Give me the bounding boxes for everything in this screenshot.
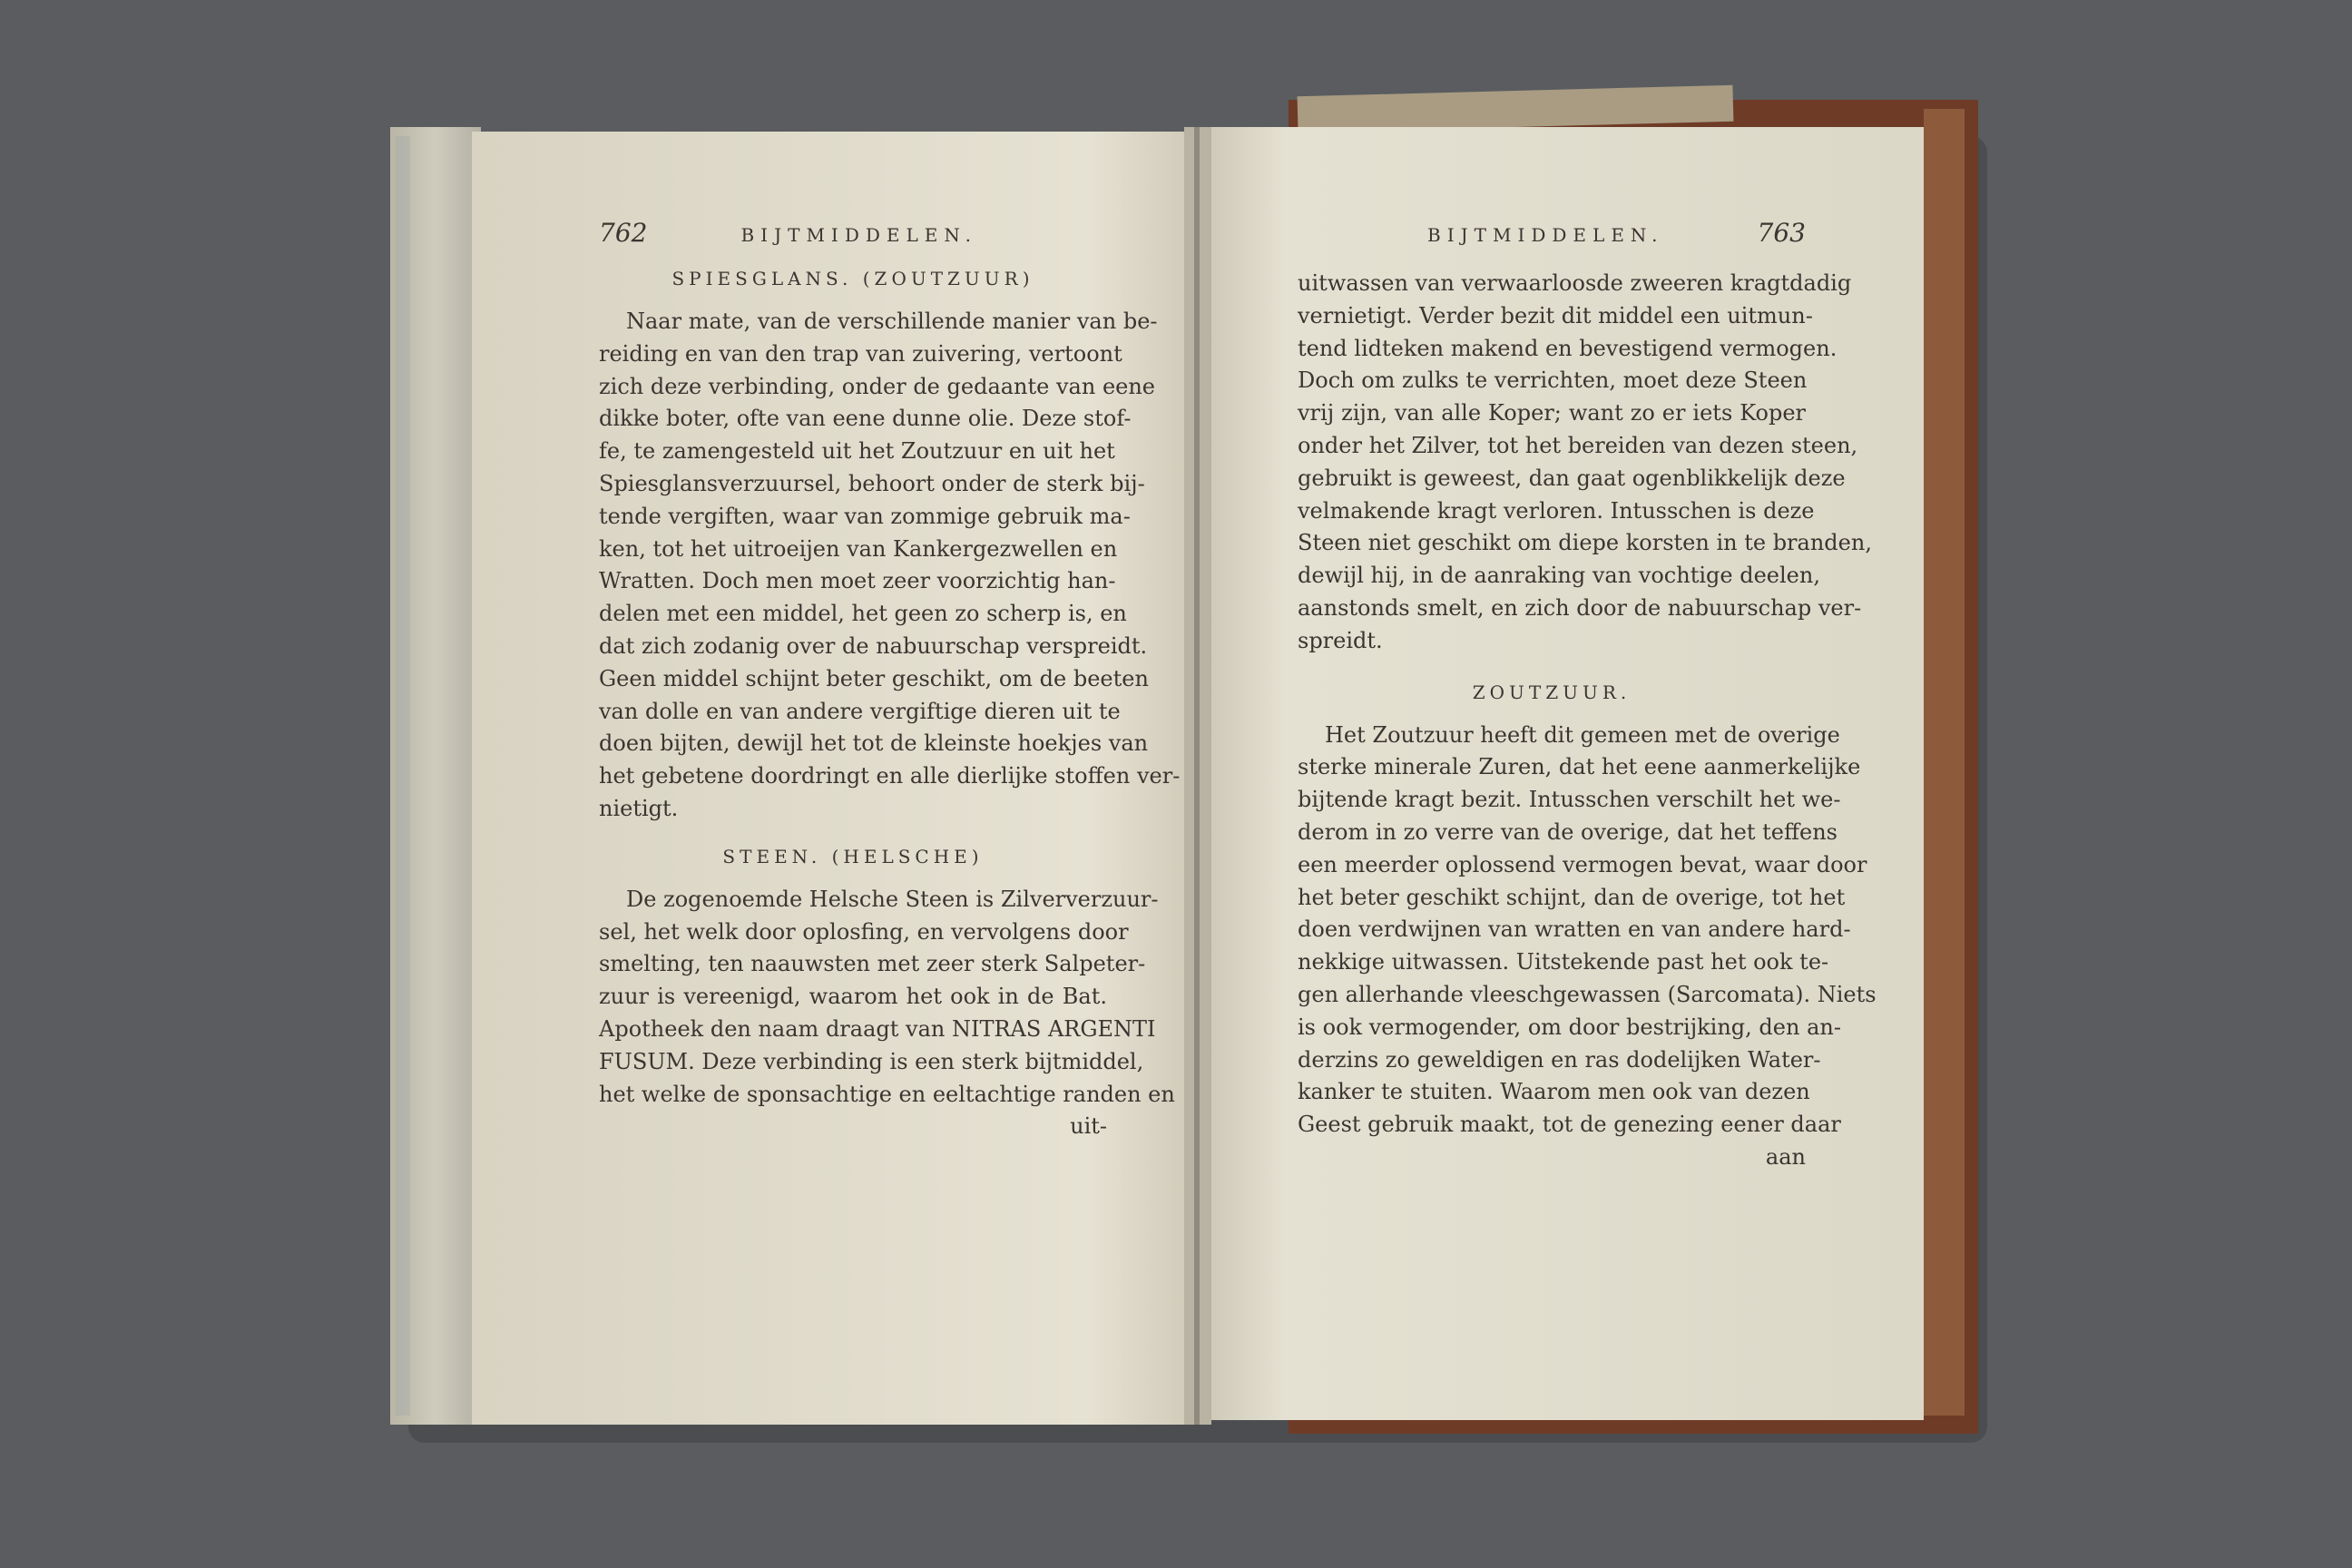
text-line: uitwassen van verwaarloosde zweeren kragtdadig [1298, 270, 1852, 296]
text-line: tend lidteken makend en bevestigend vermogen. [1298, 335, 1838, 361]
text-line: gen allerhande vleeschgewassen (Sarcomata). Niets [1298, 981, 1877, 1007]
text-line: sterke minerale Zuren, dat het eene aanmerkelijke [1298, 754, 1861, 780]
text-line: een meerder oplossend vermogen bevat, waar door [1298, 851, 1867, 877]
text-line: is ook vermogender, om door bestrijking, den an- [1298, 1014, 1841, 1040]
text-line: Geen middel schijnt beter geschikt, om de beeten [599, 665, 1149, 691]
text-line: spreidt. [1298, 627, 1383, 653]
right-running-head [1298, 218, 1806, 248]
paragraph-zoutzuur [1298, 720, 1877, 1174]
right-page-number: 763 [1757, 218, 1806, 248]
text-line: doen bijten, dewijl het tot de kleinste hoekjes van [599, 730, 1149, 757]
text-line: aanstonds smelt, en zich door de nabuurschap ver- [1298, 594, 1862, 621]
text-line: Steen niet geschikt om diepe korsten in te branden, [1298, 530, 1872, 556]
text-line: derom in zo verre van de overige, dat het teffens [1298, 818, 1838, 845]
heading-steen: STEEN. (HELSCHE) [722, 845, 984, 867]
text-line: doen verdwijnen van wratten en van andere hard- [1298, 916, 1851, 943]
text-line: vernietigt. Verder bezit dit middel een uitmun- [1298, 302, 1813, 328]
heading-spiesglans: SPIESGLANS. (ZOUTZUUR) [671, 268, 1034, 289]
text-line: FUSUM. Deze verbinding is een sterk bijtmiddel, [599, 1048, 1144, 1074]
text-line: fe, te zamengesteld uit het Zoutzuur en uit het [599, 438, 1115, 465]
text-line: onder het Zilver, tot het bereiden van dezen steen, [1298, 432, 1858, 458]
text-line: dewijl hij, in de aanraking van vochtige deelen, [1298, 563, 1820, 589]
text-line: Apotheek den naam draagt van NITRAS ARGENTI [599, 1015, 1156, 1042]
text-line: nietigt. [599, 795, 679, 821]
text-line: Wratten. Doch men moet zeer voorzichtig han- [599, 568, 1116, 594]
text-line: Het Zoutzuur heeft dit gemeen met de overige [1325, 721, 1840, 748]
paragraph-spiesglans [599, 306, 1181, 826]
text-line: zich deze verbinding, onder de gedaante van eene [599, 373, 1156, 399]
text-line: sel, het welk door oplosfing, en vervolgens door [599, 918, 1129, 945]
text-line: het beter geschikt schijnt, dan de overige, tot het [1298, 884, 1846, 910]
text-line: het gebetene doordringt en alle dierlijke stoffen ver- [599, 763, 1181, 789]
text-line: dat zich zodanig over de nabuurschap verspreidt. [599, 632, 1148, 659]
text-line: kanker te stuiten. Waarom men ook van dezen [1298, 1079, 1810, 1105]
text-line: dikke boter, ofte van eene dunne olie. Deze stof- [599, 406, 1132, 432]
right-running-title: BIJTMIDDELEN. [1427, 224, 1664, 246]
text-line: ken, tot het uitroeijen van Kankergezwellen en [599, 535, 1118, 562]
text-line: velmakende kragt verloren. Intusschen is deze [1298, 497, 1815, 524]
heading-zoutzuur: ZOUTZUUR. [1472, 681, 1632, 703]
text-line: delen met een middel, het geen zo scherp is, en [599, 601, 1127, 627]
text-line: gebruikt is geweest, dan gaat ogenblikkelijk deze [1298, 465, 1846, 491]
catchword: aan [1765, 1143, 1806, 1170]
text-line: vrij zijn, van alle Koper; want zo er iets Koper [1298, 400, 1806, 426]
text-line: Spiesglansverzuursel, behoort onder de sterk bij- [599, 470, 1145, 496]
text-line: smelting, ten naauwsten met zeer sterk Salpeter- [599, 951, 1146, 977]
text-line: reiding en van den trap van zuivering, vertoont [599, 340, 1122, 367]
text-line: tende vergiften, waar van zommige gebruik ma- [599, 503, 1131, 529]
paragraph-continuation [1298, 268, 1872, 658]
left-page-text [599, 218, 1181, 1143]
text-line: Geest gebruik maakt, tot de genezing eener daar [1298, 1112, 1841, 1138]
text-line: nekkige uitwassen. Uitstekende past het ook te- [1298, 949, 1829, 975]
text-line: Doch om zulks te verrichten, moet deze Steen [1298, 368, 1808, 394]
text-line: De zogenoemde Helsche Steen is Zilververzuur- [626, 886, 1159, 912]
text-line: zuur is vereenigd, waarom het ook in de Bat. [599, 984, 1107, 1010]
left-page-number: 762 [599, 218, 648, 248]
left-running-head [599, 218, 1107, 248]
text-line: bijtende kragt bezit. Intusschen verschilt het we- [1298, 787, 1841, 813]
catchword: uit- [1070, 1113, 1107, 1140]
text-line: Naar mate, van de verschillende manier van be- [626, 309, 1158, 334]
left-running-title: BIJTMIDDELEN. [740, 224, 977, 246]
paragraph-steen [599, 884, 1175, 1143]
text-line: van dolle en van andere vergiftige dieren uit te [599, 698, 1121, 724]
right-page-text [1298, 218, 1877, 1174]
text-line: het welke de sponsachtige en eeltachtige randen en [599, 1081, 1175, 1107]
text-line: derzins zo geweldigen en ras dodelijken Water- [1298, 1046, 1821, 1073]
